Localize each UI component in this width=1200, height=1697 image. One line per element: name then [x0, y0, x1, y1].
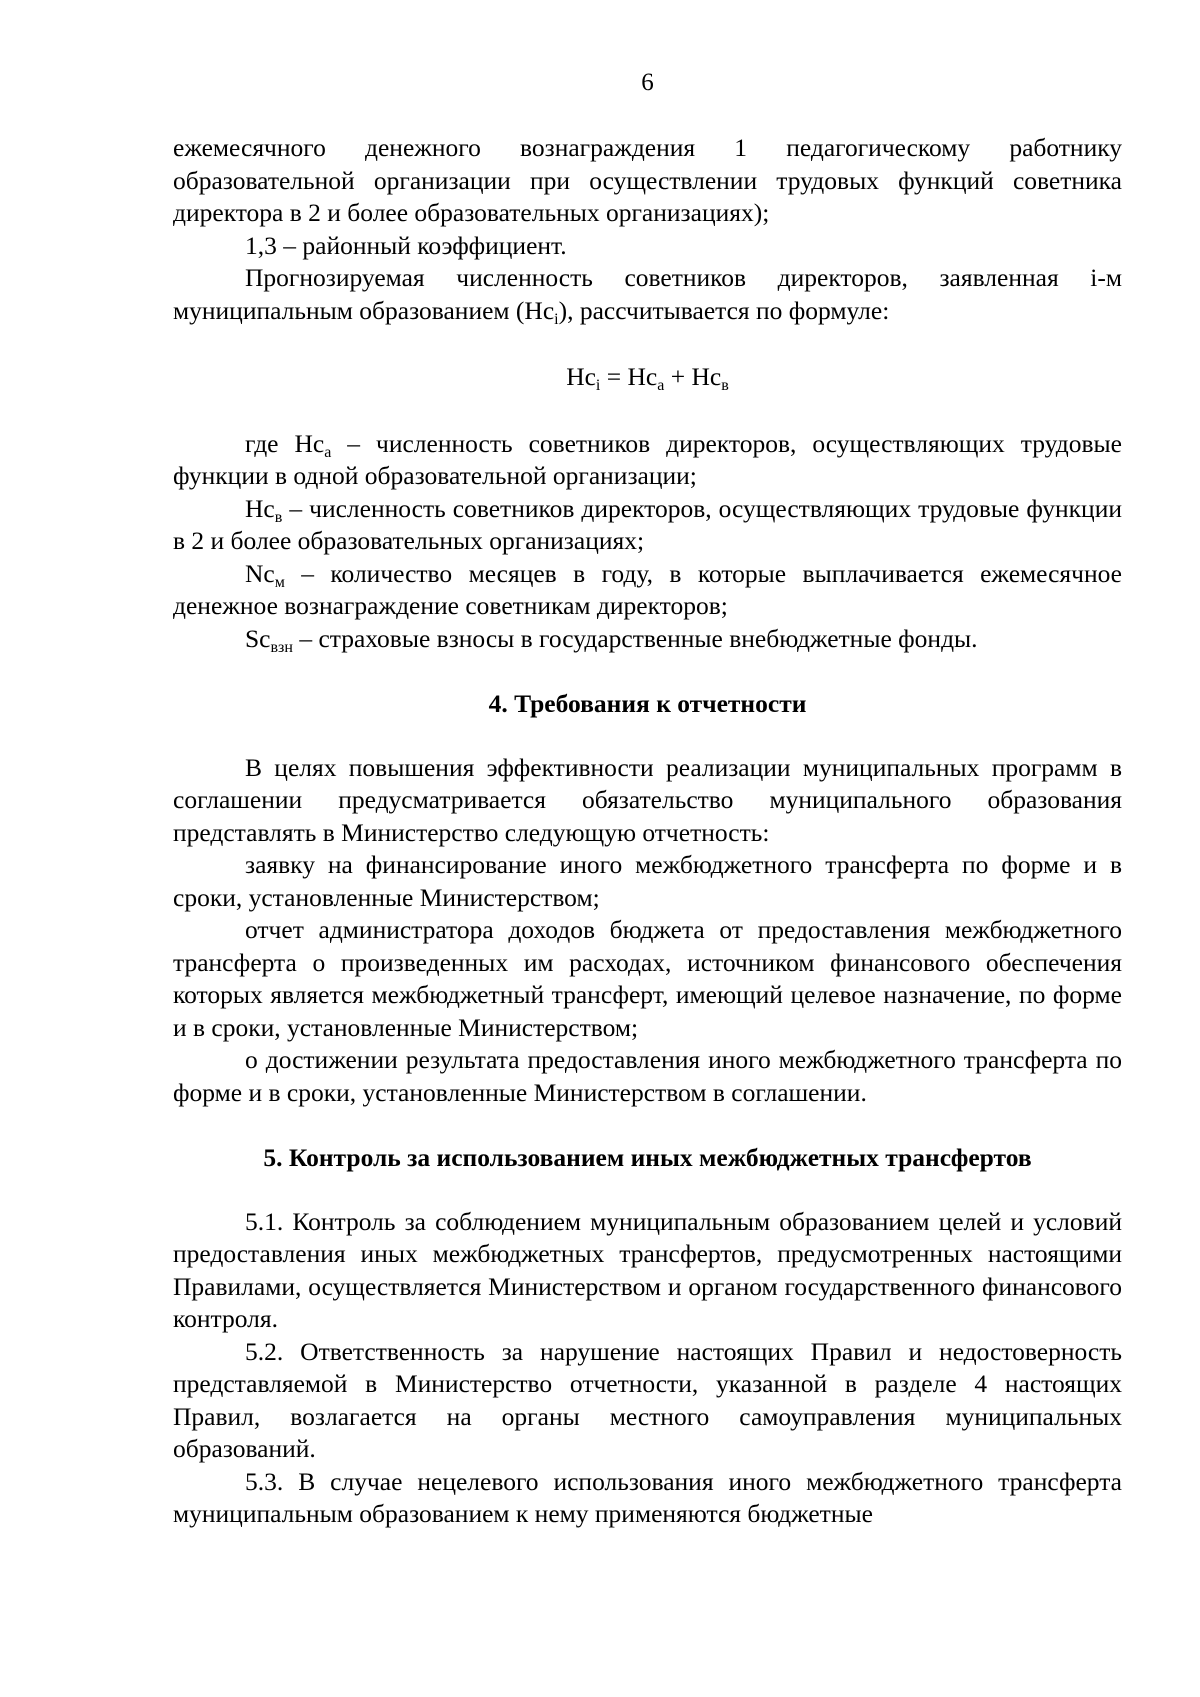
- paragraph-forecast-formula-intro: [173, 262, 1122, 327]
- definition-subscript: м: [274, 573, 285, 591]
- paragraph-continued: ежемесячного денежного вознаграждения 1 педагогическому работнику образовательной организации при осуществлении трудовых функций советника директора в 2 и более образовательных организациях);: [173, 133, 1122, 227]
- forecast-symbol: Нс: [524, 295, 555, 325]
- section-5-paragraph: 5.1. Контроль за соблюдением муниципальным образованием целей и условий предоставления иных межбюджетных трансфертов, предусмотренных настоящими Правилами, осуществляется Министерством и органом государственного финансового контроля.: [173, 1206, 1122, 1333]
- definition-ncm: [173, 558, 1122, 623]
- section-4-paragraph: отчет администратора доходов бюджета от предоставления межбюджетного трансферта о произведенных им расходах, источником финансового обеспечения которых является межбюджетный трансферт, имеющий целевое назначение, по форме и в сроки, установленные Министерством;: [173, 915, 1122, 1042]
- definition-text: – количество месяцев в году, в которые выплачивается ежемесячное денежное вознаграждение советникам директоров;: [173, 558, 1122, 620]
- forecast-tail-text: ), рассчитывается по формуле:: [558, 295, 890, 325]
- formula-equals: =: [600, 362, 628, 391]
- forecast-symbol-subscript: i: [554, 310, 559, 328]
- formula-term-2-subscript: в: [721, 377, 729, 394]
- section-4-paragraph: В целях повышения эффективности реализации муниципальных программ в соглашении предусматривается обязательство муниципального образования представлять в Министерство следующую отчетность:: [173, 752, 1122, 847]
- document-page: [173, 68, 1122, 1531]
- definition-symbol: Нс: [245, 493, 275, 523]
- section-5-paragraph: 5.2. Ответственность за нарушение настоящих Правил и недостоверность представляемой в Министерство отчетности, указанной в разделе 4 настоящих Правил, возлагается на органы местного самоуправления муниципальных образований.: [173, 1336, 1122, 1463]
- formula-lhs: Нс: [566, 362, 596, 391]
- page-number: 6: [641, 69, 654, 96]
- section-4-heading: 4. Требования к отчетности: [488, 689, 807, 718]
- definition-scvzn: [173, 623, 1122, 656]
- formula-lhs-subscript: i: [595, 377, 601, 394]
- section-5-heading: 5. Контроль за использованием иных межбюджетных трансфертов: [263, 1143, 1032, 1172]
- formula-term-1-subscript: а: [657, 377, 665, 394]
- definition-symbol: Nс: [245, 558, 275, 588]
- definition-text: – численность советников директоров, осуществляющих трудовые функции в одной образовательной организации;: [173, 428, 1122, 490]
- paragraph-regional-coefficient: 1,3 – районный коэффициент.: [245, 230, 567, 260]
- formula-term-1: Нс: [627, 362, 658, 391]
- definition-prefix: где: [245, 428, 295, 458]
- definition-subscript: взн: [270, 638, 293, 656]
- section-4-paragraph: о достижении результата предоставления иного межбюджетного трансферта по форме и в сроки, установленные Министерством в соглашении.: [173, 1045, 1122, 1107]
- formula-plus: +: [664, 362, 692, 391]
- definition-symbol: Нс: [294, 428, 325, 458]
- section-4-paragraph: заявку на финансирование иного межбюджетного трансферта по форме и в сроки, установленные Министерством;: [173, 850, 1122, 912]
- definition-hca: [173, 428, 1122, 493]
- definition-subscript: в: [274, 508, 283, 526]
- definition-subscript: а: [324, 443, 332, 461]
- formula: [173, 361, 1122, 394]
- definition-text: – численность советников директоров, осуществляющих трудовые функции в 2 и более образовательных организациях;: [173, 493, 1122, 555]
- section-5-paragraph: 5.3. В случае нецелевого использования иного межбюджетного трансферта муниципальным образованием к нему применяются бюджетные: [173, 1466, 1122, 1528]
- formula-term-2: Нс: [691, 362, 722, 391]
- forecast-lead-text: Прогнозируемая численность советников директоров, заявленная i-м муниципальным образованием (: [173, 263, 1122, 325]
- definition-text: – страховые взносы в государственные внебюджетные фонды.: [292, 623, 978, 653]
- definition-hcv: [173, 493, 1122, 558]
- definition-symbol: Sс: [245, 623, 271, 653]
